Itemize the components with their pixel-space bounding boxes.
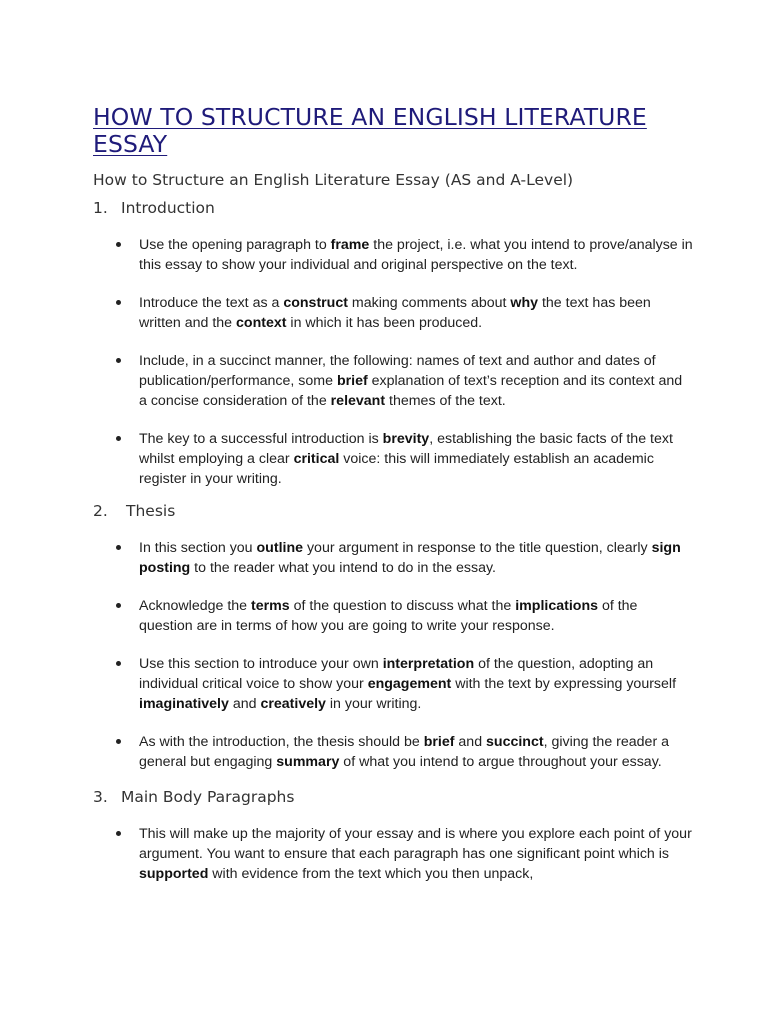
body-text: Introduce the text as a	[139, 295, 284, 311]
emphasis-text: imaginatively	[139, 696, 229, 712]
bullet-list	[93, 538, 693, 772]
emphasis-text: context	[236, 315, 287, 331]
emphasis-text: creatively	[260, 696, 326, 712]
body-text: in your writing.	[325, 696, 422, 712]
list-item	[93, 538, 693, 578]
section-number: 2.	[93, 502, 108, 520]
body-text: Acknowledge the	[139, 598, 251, 614]
body-text: the text has been written and the	[139, 295, 651, 331]
body-text: Include, in a succinct manner, the following: names of text and author and dates of publication/performance, some	[139, 353, 656, 389]
bullet-icon	[116, 739, 121, 744]
section-heading	[93, 198, 693, 218]
body-text: your argument in response to the title question, clearly	[303, 540, 652, 556]
body-text: Use this section to introduce your own	[139, 656, 383, 672]
emphasis-text: brief	[336, 373, 368, 389]
emphasis-text: implications	[515, 598, 598, 614]
list-item	[93, 596, 693, 636]
body-text: with the text by expressing yourself	[451, 676, 677, 692]
list-item	[93, 235, 693, 275]
body-text: Use the opening paragraph to	[139, 237, 331, 253]
bullet-icon	[116, 603, 121, 608]
list-item	[93, 824, 693, 884]
emphasis-text: critical	[293, 451, 340, 467]
emphasis-text: why	[510, 295, 539, 311]
document-page	[93, 104, 693, 884]
emphasis-text: frame	[330, 237, 370, 253]
list-item	[93, 293, 693, 333]
emphasis-text: construct	[283, 295, 348, 311]
document-subtitle: How to Structure an English Literature Essay (AS and A-Level)	[93, 171, 574, 189]
bullet-icon	[116, 661, 121, 666]
body-text: As with the introduction, the thesis should be	[139, 734, 424, 750]
body-text: This will make up the majority of your essay and is where you explore each point of your argument. You want to ensure that each paragraph has one significant point which is	[139, 826, 692, 862]
body-text: the project, i.e. what you intend to prove/analyse in this essay to show your individual and original perspective on the text.	[139, 237, 693, 273]
emphasis-text: succinct	[486, 734, 544, 750]
section-title: Main Body Paragraphs	[121, 788, 295, 806]
body-text: voice: this will immediately establish an academic register in your writing.	[139, 451, 654, 487]
section-number: 3.	[93, 788, 108, 806]
section-number: 1.	[93, 199, 108, 217]
bullet-list	[93, 824, 693, 884]
section-title: Thesis	[126, 502, 176, 520]
body-text: making comments about	[347, 295, 511, 311]
list-item	[93, 351, 693, 411]
bullet-icon	[116, 436, 121, 441]
body-text: of the question are in terms of how you are going to write your response.	[139, 598, 638, 634]
emphasis-text: interpretation	[382, 656, 475, 672]
emphasis-text: supported	[139, 866, 209, 882]
bullet-icon	[116, 242, 121, 247]
bullet-icon	[116, 545, 121, 550]
section-heading	[93, 501, 693, 521]
emphasis-text: relevant	[330, 393, 386, 409]
body-text: with evidence from the text which you then unpack,	[208, 866, 534, 882]
body-text: In this section you	[139, 540, 257, 556]
body-text: of the question, adopting an individual critical voice to show your	[139, 656, 654, 692]
emphasis-text: summary	[276, 754, 340, 770]
sections-container	[93, 198, 693, 884]
body-text: to the reader what you intend to do in the essay.	[190, 560, 496, 576]
bullet-icon	[116, 300, 121, 305]
bullet-list	[93, 235, 693, 489]
body-text: and	[228, 696, 261, 712]
bullet-icon	[116, 358, 121, 363]
body-text: , giving the reader a general but engaging	[139, 734, 669, 770]
body-text: and	[454, 734, 487, 750]
emphasis-text: sign posting	[139, 540, 681, 576]
emphasis-text: brief	[423, 734, 455, 750]
body-text: themes of the text.	[385, 393, 506, 409]
list-item	[93, 654, 693, 714]
body-text: , establishing the basic facts of the text whilst employing a clear	[139, 431, 673, 467]
emphasis-text: engagement	[367, 676, 452, 692]
list-item	[93, 429, 693, 489]
document-title: HOW TO STRUCTURE AN ENGLISH LITERATURE ESSAY	[93, 103, 647, 158]
bullet-icon	[116, 831, 121, 836]
body-text: explanation of text’s reception and its context and a concise consideration of the	[139, 373, 683, 409]
emphasis-text: brevity	[382, 431, 430, 447]
emphasis-text: terms	[251, 598, 290, 614]
body-text: of the question to discuss what the	[289, 598, 516, 614]
body-text: in which it has been produced.	[286, 315, 483, 331]
list-item	[93, 732, 693, 772]
section-heading	[93, 787, 693, 807]
emphasis-text: outline	[256, 540, 304, 556]
body-text: of what you intend to argue throughout your essay.	[339, 754, 662, 770]
section-title: Introduction	[121, 199, 215, 217]
body-text: The key to a successful introduction is	[139, 431, 383, 447]
